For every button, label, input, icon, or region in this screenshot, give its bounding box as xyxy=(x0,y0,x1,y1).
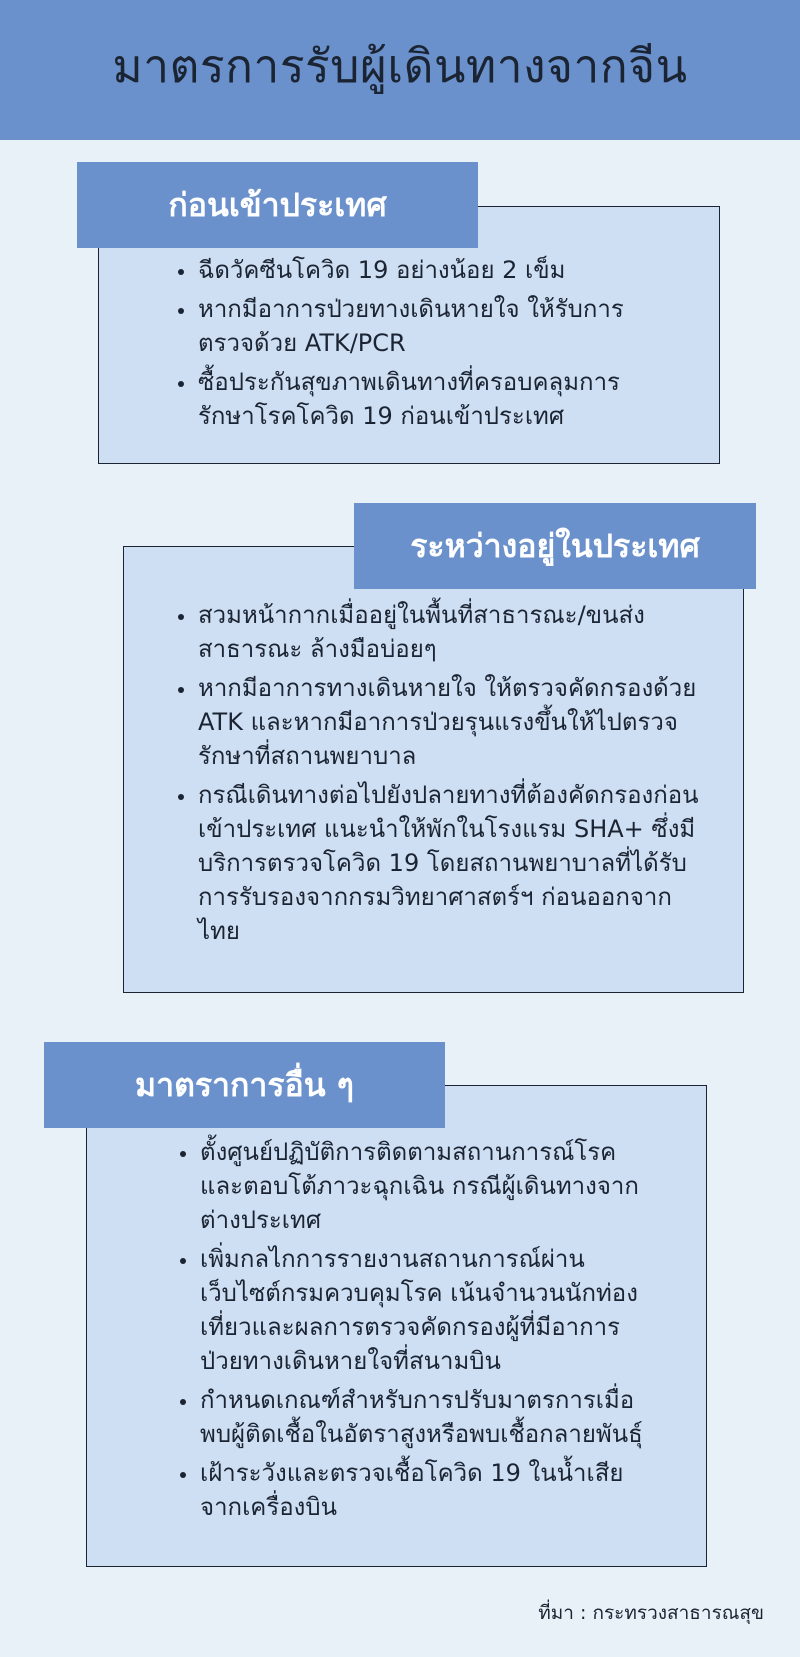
header-banner xyxy=(0,0,800,140)
section-list-other-measures xyxy=(178,1135,653,1529)
list-item: กำหนดเกณฑ์สำหรับการปรับมาตรการเมื่อพบผู้ติดเชื้อในอัตราสูงหรือพบเชื้อกลายพันธุ์ xyxy=(178,1383,653,1451)
source-credit: ที่มา : กระทรวงสาธารณสุข xyxy=(538,1602,764,1624)
list-item: เฝ้าระวังและตรวจเชื้อโควิด 19 ในน้ำเสียจากเครื่องบิน xyxy=(178,1456,653,1524)
section-heading-other-measures: มาตราการอื่น ๆ xyxy=(44,1042,445,1128)
section-heading-before-entry: ก่อนเข้าประเทศ xyxy=(77,162,478,248)
list-item: เพิ่มกลไกการรายงานสถานการณ์ผ่านเว็บไซต์กรมควบคุมโรค เน้นจำนวนนักท่องเที่ยวและผลการตรวจคัดกรองผู้ที่มีอาการป่วยทางเดินหายใจที่สนามบิน xyxy=(178,1242,653,1378)
list-item: หากมีอาการทางเดินหายใจ ให้ตรวจคัดกรองด้วย ATK และหากมีอาการป่วยรุนแรงขึ้นให้ไปตรวจรักษาที่สถานพยาบาล xyxy=(176,671,701,773)
section-list-before-entry xyxy=(176,253,676,438)
list-item: สวมหน้ากากเมื่ออยู่ในพื้นที่สาธารณะ/ขนส่งสาธารณะ ล้างมือบ่อยๆ xyxy=(176,598,701,666)
list-item: ฉีดวัคซีนโควิด 19 อย่างน้อย 2 เข็ม xyxy=(176,253,676,287)
list-item: ซื้อประกันสุขภาพเดินทางที่ครอบคลุมการรักษาโรคโควิด 19 ก่อนเข้าประเทศ xyxy=(176,365,676,433)
list-item: หากมีอาการป่วยทางเดินหายใจ ให้รับการตรวจด้วย ATK/PCR xyxy=(176,292,676,360)
section-heading-during-stay: ระหว่างอยู่ในประเทศ xyxy=(354,503,756,589)
page-title: มาตรการรับผู้เดินทางจากจีน xyxy=(112,38,688,93)
section-list-during-stay xyxy=(176,598,701,953)
list-item: กรณีเดินทางต่อไปยังปลายทางที่ต้องคัดกรองก่อนเข้าประเทศ แนะนำให้พักในโรงแรม SHA+ ซึ่งมีบริการตรวจโควิด 19 โดยสถานพยาบาลที่ได้รับการรับรองจากกรมวิทยาศาสตร์ฯ ก่อนออกจากไทย xyxy=(176,778,701,948)
list-item: ตั้งศูนย์ปฏิบัติการติดตามสถานการณ์โรคและตอบโต้ภาวะฉุกเฉิน กรณีผู้เดินทางจากต่างประเทศ xyxy=(178,1135,653,1237)
